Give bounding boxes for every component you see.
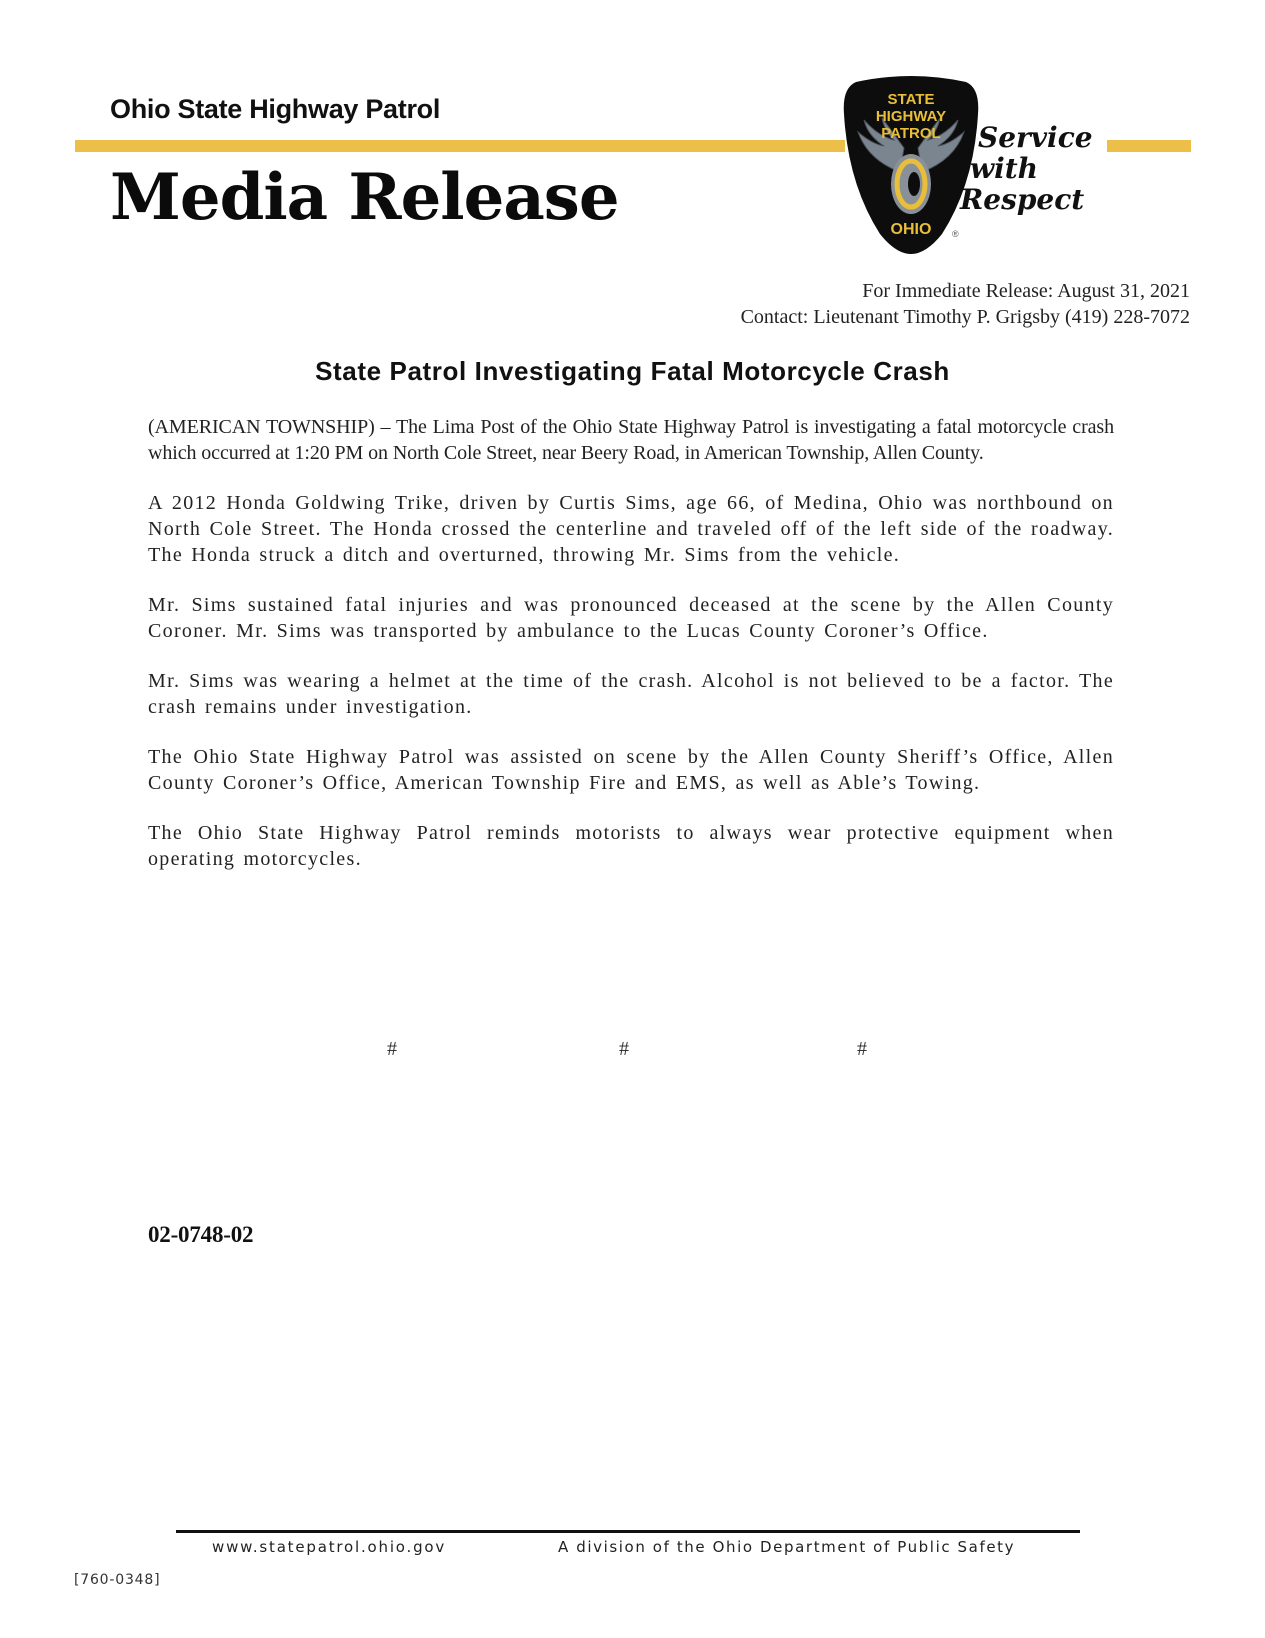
form-number: [760-0348] — [74, 1572, 161, 1588]
paragraph-3: Mr. Sims sustained fatal injuries and was pronounced deceased at the scene by the Allen County Coroner. Mr. Sims was transported by ambulance to the Lucas County Coroner’s Office. — [148, 594, 1114, 642]
release-code: 02-0748-02 — [148, 1222, 254, 1247]
release-date: For Immediate Release: August 31, 2021 — [862, 280, 1190, 302]
tagline-line-1: Service — [978, 121, 1093, 154]
paragraph-5: The Ohio State Highway Patrol was assisted on scene by the Allen County Sheriff’s Office, Allen County Coroner’s Office, American Township Fire and EMS, as well as Able’s Towing. — [148, 746, 1114, 794]
registered-mark: ® — [952, 229, 959, 239]
contact-info: Contact: Lieutenant Timothy P. Grigsby (419) 228-7072 — [740, 306, 1190, 328]
tagline-line-2: with — [970, 152, 1039, 185]
header-accent-bar-left — [75, 140, 845, 152]
headline: State Patrol Investigating Fatal Motorcycle Crash — [315, 356, 950, 386]
tagline — [960, 122, 1093, 215]
release-meta — [741, 278, 1190, 330]
svg-text:STATE: STATE — [887, 91, 935, 108]
paragraph-6: The Ohio State Highway Patrol reminds motorists to always wear protective equipment when operating motorcycles. — [148, 822, 1114, 870]
header-accent-bar-right — [1107, 140, 1191, 152]
release-body — [148, 414, 1114, 896]
end-mark: # — [619, 1038, 629, 1060]
organization-name: Ohio State Highway Patrol — [110, 94, 441, 124]
footer-divider — [176, 1530, 1080, 1533]
paragraph-1: (AMERICAN TOWNSHIP) – The Lima Post of the Ohio State Highway Patrol is investigating a fatal motorcycle crash which occurred at 1:20 PM on North Cole Street, near Beery Road, in American Township, Allen County. — [148, 416, 1114, 464]
end-mark: # — [857, 1038, 867, 1060]
footer-website-link[interactable]: www.statepatrol.ohio.gov — [212, 1538, 447, 1556]
svg-text:PATROL: PATROL — [881, 125, 941, 142]
tagline-line-3: Respect — [960, 183, 1085, 216]
end-mark: # — [387, 1038, 397, 1060]
paragraph-4: Mr. Sims was wearing a helmet at the time of the crash. Alcohol is not believed to be a factor. The crash remains under investigation. — [148, 670, 1114, 718]
svg-text:HIGHWAY: HIGHWAY — [875, 108, 947, 125]
paragraph-2: A 2012 Honda Goldwing Trike, driven by Curtis Sims, age 66, of Medina, Ohio was northbound on North Cole Street. The Honda crossed the centerline and traveled off of the left side of the roadway. The Honda struck a ditch and overturned, throwing Mr. Sims from the vehicle. — [148, 492, 1114, 566]
footer-division-text: A division of the Ohio Department of Public Safety — [558, 1538, 1016, 1556]
document-type-title: Media Release — [110, 160, 619, 235]
svg-text:OHIO: OHIO — [890, 221, 932, 238]
